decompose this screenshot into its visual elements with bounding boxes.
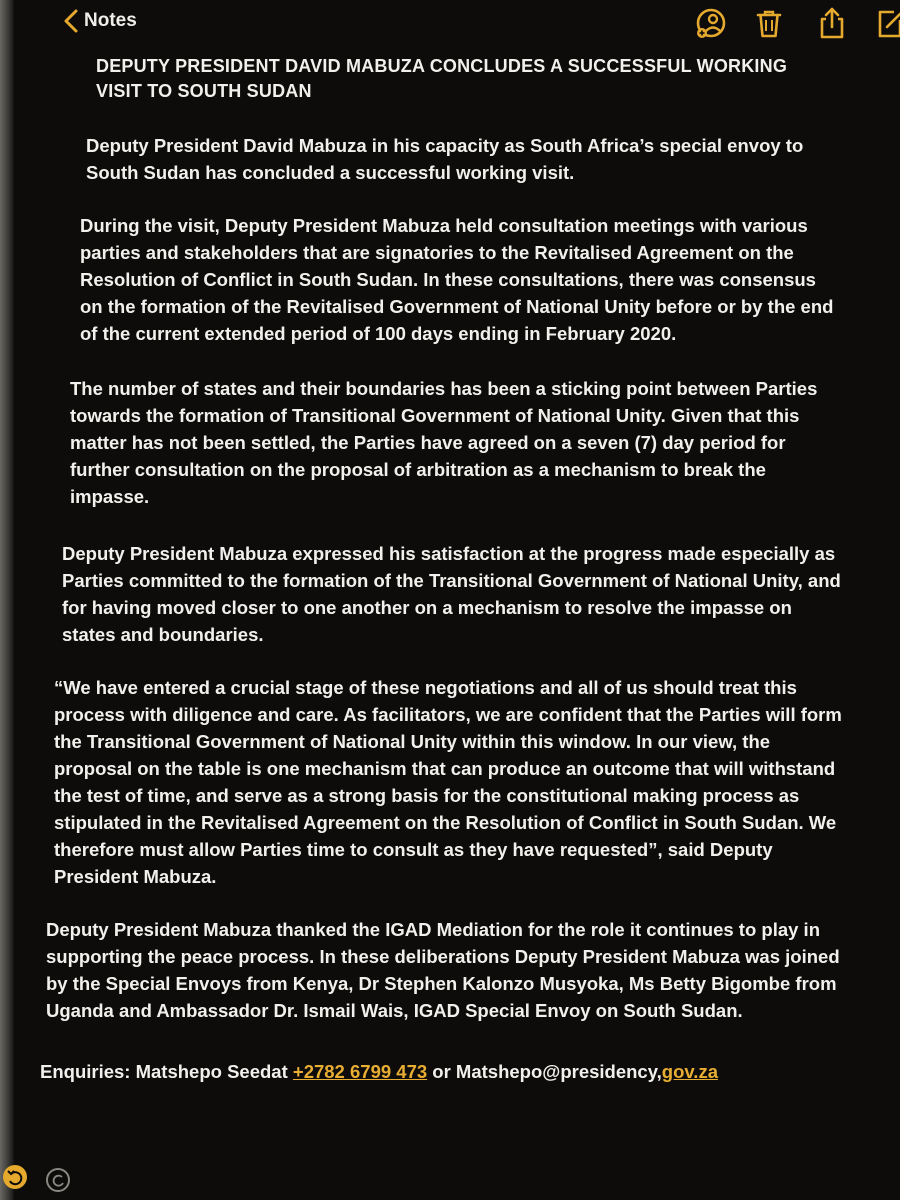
paragraph-1: Deputy President David Mabuza in his capacity as South Africa’s special envoy to South Sudan has concluded a successful working visit. — [86, 135, 804, 183]
back-button[interactable] — [62, 6, 137, 36]
navigation-bar — [0, 0, 900, 48]
paragraph-3: The number of states and their boundaries has been a sticking point between Parties towards the formation of Transitional Government of National Unity. Given that this matter has not been settled, the Parties have agreed on a seven (7) day period for further consultation on the proposal of arbitration as a mechanism to break the impasse. — [70, 378, 818, 507]
undo-icon[interactable] — [3, 1165, 27, 1189]
chevron-left-icon — [62, 8, 80, 34]
paragraph-5: “We have entered a crucial stage of these negotiations and all of us should treat this process with diligence and care. As facilitators, we are confident that the Parties will form the Transitional Government of National Unity within this window. In our view, the proposal on the table is one mechanism that can produce an outcome that will withstand the test of time, and serve as a strong basis for the constitutional making process as stipulated in the Revitalised Agreement on the Resolution of Conflict in South Sudan. We therefore must allow Parties time to consult as they have requested”, said Deputy President Mabuza. — [54, 677, 842, 887]
enquiries-line — [40, 1058, 860, 1085]
paragraph-6: Deputy President Mabuza thanked the IGAD Mediation for the role it continues to play in supporting the peace process. In these deliberations Deputy President Mabuza was joined by the Special Envoys from Kenya, Dr Stephen Kalonzo Musyoka, Ms Betty Bigombe from Uganda and Ambassador Dr. Ismail Wais, IGAD Special Envoy on South Sudan. — [46, 919, 840, 1021]
enquiries-prefix: Enquiries: Matshepo Seedat — [40, 1061, 293, 1082]
note-body[interactable] — [40, 44, 860, 1085]
back-label: Notes — [84, 10, 137, 31]
trash-icon[interactable] — [752, 6, 786, 40]
redo-icon[interactable] — [46, 1168, 70, 1192]
paragraph-4: Deputy President Mabuza expressed his satisfaction at the progress made especially as Parties committed to the formation of the Transitional Government of National Unity, and for having moved closer to one another on a mechanism to resolve the impasse on states and boundaries. — [62, 543, 841, 645]
phone-link[interactable]: +2782 6799 473 — [292, 1061, 428, 1082]
note-title: DEPUTY PRESIDENT DAVID MABUZA CONCLUDES A SUCCESSFUL WORKING VISIT TO SOUTH SUDAN — [96, 56, 788, 101]
paragraph-2: During the visit, Deputy President Mabuza held consultation meetings with various parties and stakeholders that are signatories to the Revitalised Agreement on the Resolution of Conflict in South Sudan. In these consultations, there was consensus on the formation of the Revitalised Government of National Unity before or by the end of the current extended period of 100 days ending in February 2020. — [80, 215, 834, 344]
compose-icon[interactable] — [872, 6, 900, 40]
share-icon[interactable] — [815, 6, 849, 40]
add-collaborator-icon[interactable] — [694, 6, 728, 40]
enquiries-email-text: or Matshepo@presidency, — [427, 1061, 662, 1082]
device-edge — [0, 0, 14, 1200]
domain-link[interactable]: gov.za — [661, 1061, 718, 1082]
